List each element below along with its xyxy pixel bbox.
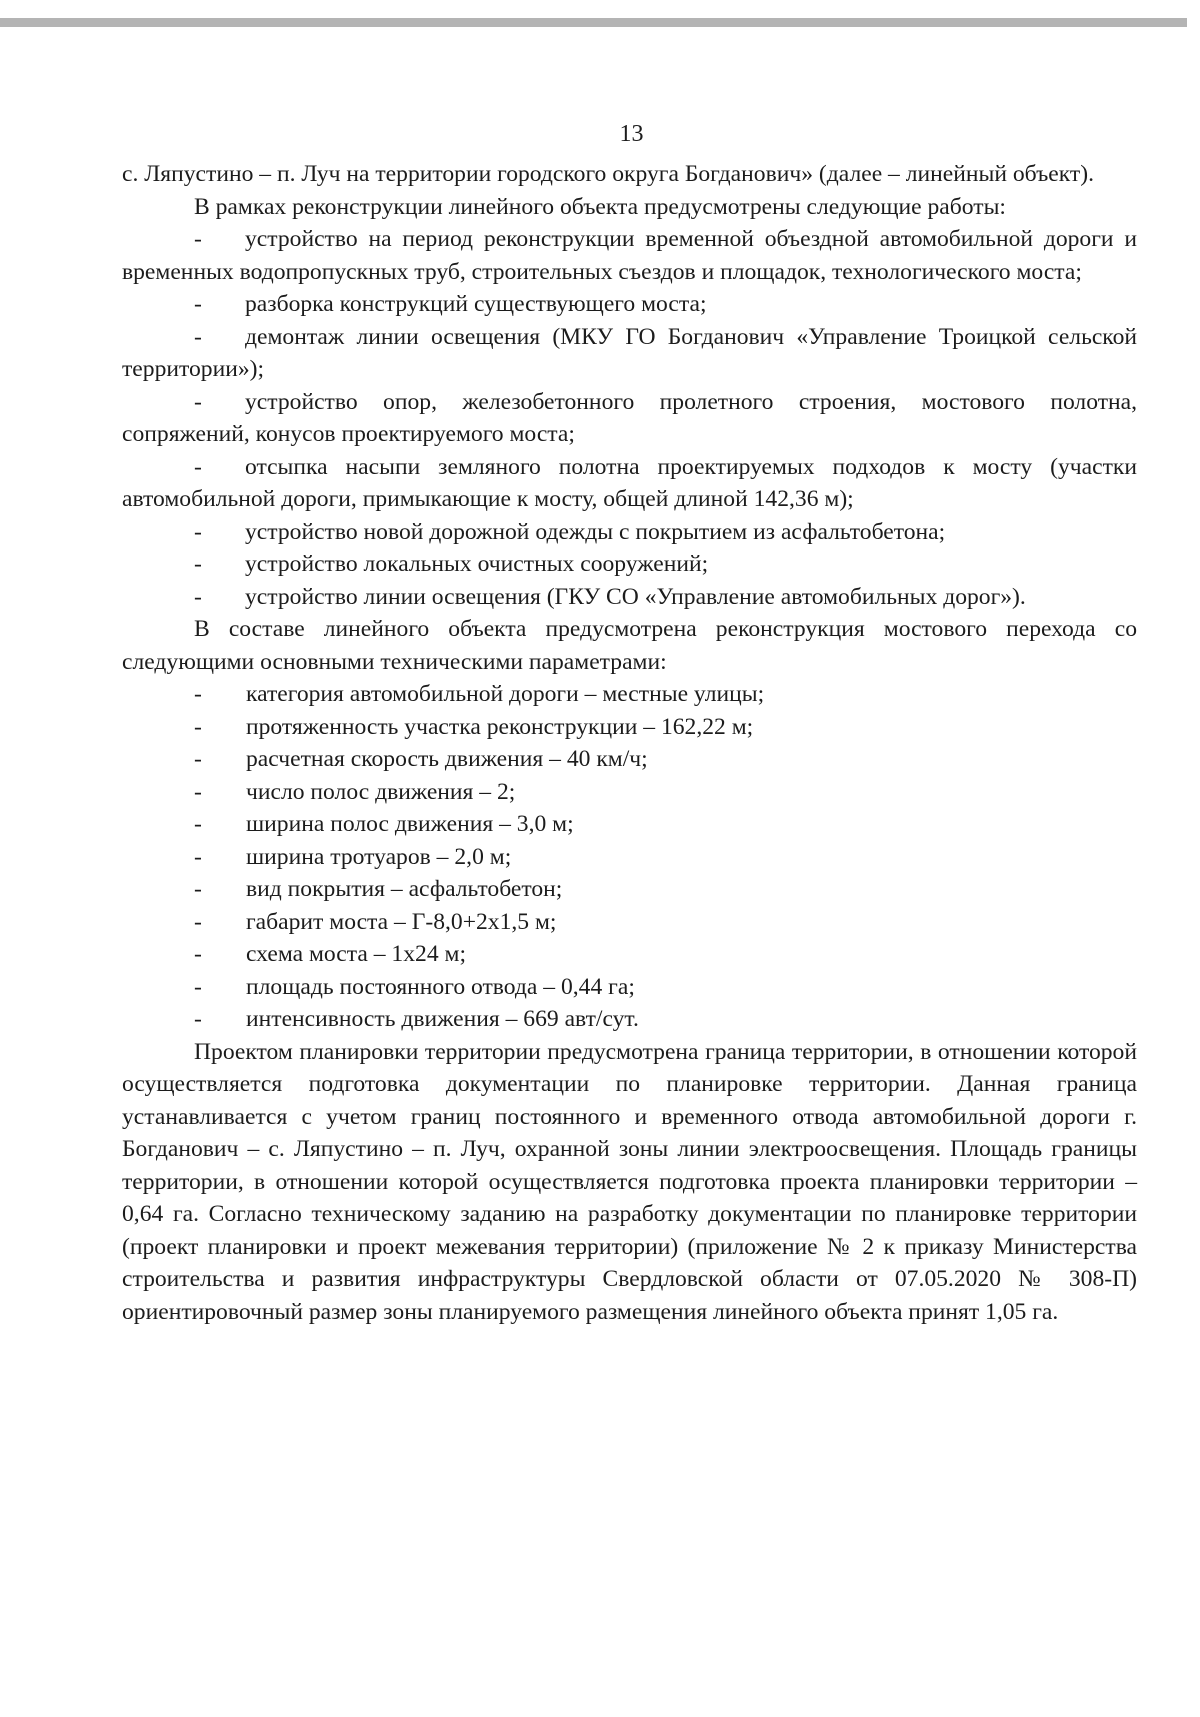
params-item: - схема моста – 1х24 м; [122, 938, 1137, 971]
bullet-dash: - [194, 323, 202, 350]
bullet-dash: - [194, 908, 202, 935]
works-item: - демонтаж линии освещения (МКУ ГО Богданович «Управление Троицкой сельской территории»); [122, 321, 1137, 386]
params-item: - интенсивность движения – 669 авт/сут. [122, 1003, 1137, 1036]
works-item: - устройство линии освещения (ГКУ СО «Управление автомобильных дорог»). [122, 581, 1137, 614]
bullet-dash: - [194, 811, 202, 837]
bullet-dash: - [194, 941, 202, 967]
bullet-dash: - [194, 973, 202, 1000]
params-item: - число полос движения – 2; [122, 776, 1137, 809]
works-item: - устройство новой дорожной одежды с покрытием из асфальтобетона; [122, 516, 1137, 549]
document-body [122, 158, 1137, 1328]
page-number: 13 [619, 121, 644, 147]
bullet-dash: - [194, 713, 202, 740]
params-intro: В составе линейного объекта предусмотрена реконструкция мостового перехода со следующими основными техническими параметрами: [122, 616, 1137, 675]
params-item: - расчетная скорость движения – 40 км/ч; [122, 743, 1137, 776]
params-item: - площадь постоянного отвода – 0,44 га; [122, 971, 1137, 1004]
params-item: - вид покрытия – асфальтобетон; [122, 873, 1137, 906]
works-intro: В рамках реконструкции линейного объекта предусмотрены следующие работы: [194, 193, 1006, 220]
boundary-paragraph: Проектом планировки территории предусмотрена граница территории, в отношении которой осуществляется подготовка документации по планировке территории. Данная граница устанавливается с учетом границ постоянного и временного отвода автомобильной дороги г. Богданович – с. Ляпустино – п. Луч, охранной зоны линии электроосвещения. Площадь границы территории, в отношении которой осуществляется подготовка проекта планировки территории – 0,64 га. Согласно техническому заданию на разработку документации по планировке территории (проект планировки и проект межевания территории) (приложение № 2 к приказу Министерства строительства и развития инфраструктуры Свердловской области от 07.05.2020 № 308-П) ориентировочный размер зоны планируемого размещения линейного объекта принят 1,05 га. [122, 1038, 1137, 1325]
works-item: - устройство опор, железобетонного пролетного строения, мостового полотна, сопряжений, конусов проектируемого моста; [122, 386, 1137, 451]
bullet-dash: - [194, 388, 202, 415]
bullet-dash: - [194, 226, 202, 252]
works-item: - отсыпка насыпи земляного полотна проектируемых подходов к мосту (участки автомобильной дороги, примыкающие к мосту, общей длиной 142,36 м); [122, 451, 1137, 516]
bullet-dash: - [194, 843, 202, 870]
works-item: - разборка конструкций существующего моста; [122, 288, 1137, 321]
bullet-dash: - [194, 453, 202, 480]
bullet-dash: - [194, 746, 202, 772]
params-list [122, 678, 1137, 1036]
params-item: - категория автомобильной дороги – местные улицы; [122, 678, 1137, 711]
intro-continuation: с. Ляпустино – п. Луч на территории городского округа Богданович» (далее – линейный объект). [122, 161, 1094, 187]
params-item: - ширина тротуаров – 2,0 м; [122, 841, 1137, 874]
bullet-dash: - [194, 518, 202, 545]
top-scan-border [0, 18, 1187, 27]
bullet-dash: - [194, 876, 202, 902]
bullet-dash: - [194, 681, 202, 707]
params-item: - протяженность участка реконструкции – 162,22 м; [122, 711, 1137, 744]
bullet-dash: - [194, 778, 202, 805]
works-item: - устройство на период реконструкции временной объездной автомобильной дороги и временных водопропускных труб, строительных съездов и площадок, технологического моста; [122, 223, 1137, 288]
bullet-dash: - [194, 1006, 202, 1032]
bullet-dash: - [194, 291, 202, 317]
params-item: - габарит моста – Г-8,0+2х1,5 м; [122, 906, 1137, 939]
bullet-dash: - [194, 583, 202, 610]
works-item: - устройство локальных очистных сооружений; [122, 548, 1137, 581]
bullet-dash: - [194, 551, 202, 577]
works-list [122, 223, 1137, 613]
params-item: - ширина полос движения – 3,0 м; [122, 808, 1137, 841]
